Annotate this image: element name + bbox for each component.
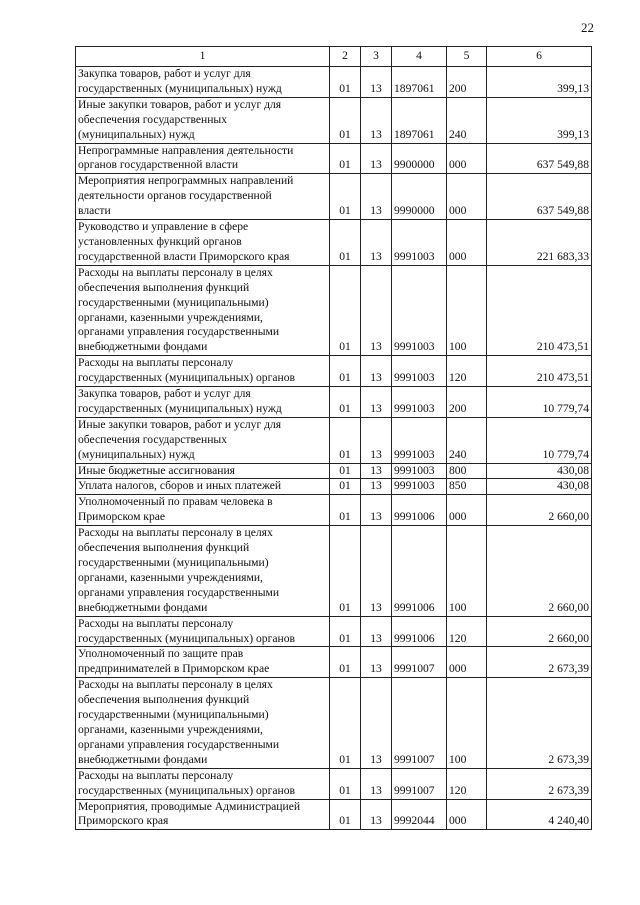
subsection-code: 13 bbox=[361, 526, 392, 616]
expense-type-code: 000 bbox=[447, 220, 487, 266]
row-name: Уплата налогов, сборов и иных платежей bbox=[76, 479, 330, 495]
section-code: 01 bbox=[330, 174, 361, 220]
expense-type-code: 200 bbox=[447, 387, 487, 418]
section-code: 01 bbox=[330, 387, 361, 418]
row-name: Расходы на выплаты персоналу в целях обеспечения выполнения функций государственными (муниципальными) органами, казенными учреждениями, органами управления государственными внебюджетными фондами bbox=[76, 526, 330, 616]
table-row bbox=[76, 143, 592, 174]
subsection-code: 13 bbox=[361, 799, 392, 830]
table-row bbox=[76, 479, 592, 495]
section-code: 01 bbox=[330, 678, 361, 768]
expense-type-code: 240 bbox=[447, 97, 487, 143]
sum-value: 430,08 bbox=[487, 463, 592, 479]
subsection-code: 13 bbox=[361, 387, 392, 418]
row-name: Иные закупки товаров, работ и услуг для обеспечения государственных (муниципальных) нужд bbox=[76, 417, 330, 463]
subsection-code: 13 bbox=[361, 97, 392, 143]
col-header-2: 2 bbox=[330, 47, 361, 67]
subsection-code: 13 bbox=[361, 143, 392, 174]
expense-type-code: 120 bbox=[447, 356, 487, 387]
sum-value: 399,13 bbox=[487, 97, 592, 143]
sum-value: 10 779,74 bbox=[487, 387, 592, 418]
section-code: 01 bbox=[330, 479, 361, 495]
article-code: 9991006 bbox=[392, 616, 447, 647]
subsection-code: 13 bbox=[361, 174, 392, 220]
sum-value: 637 549,88 bbox=[487, 174, 592, 220]
row-name: Иные бюджетные ассигнования bbox=[76, 463, 330, 479]
expense-type-code: 100 bbox=[447, 526, 487, 616]
section-code: 01 bbox=[330, 647, 361, 678]
subsection-code: 13 bbox=[361, 616, 392, 647]
article-code: 9991007 bbox=[392, 678, 447, 768]
row-name: Закупка товаров, работ и услуг для государственных (муниципальных) нужд bbox=[76, 387, 330, 418]
row-name: Расходы на выплаты персоналу в целях обеспечения выполнения функций государственными (муниципальными) органами, казенными учреждениями, органами управления государственными внебюджетными фондами bbox=[76, 678, 330, 768]
table-row bbox=[76, 799, 592, 830]
article-code: 1897061 bbox=[392, 97, 447, 143]
row-name: Расходы на выплаты персоналу в целях обеспечения выполнения функций государственными (муниципальными) органами, казенными учреждениями, органами управления государственными внебюджетными фондами bbox=[76, 265, 330, 355]
article-code: 9990000 bbox=[392, 174, 447, 220]
sum-value: 399,13 bbox=[487, 67, 592, 98]
section-code: 01 bbox=[330, 768, 361, 799]
article-code: 9991003 bbox=[392, 463, 447, 479]
sum-value: 2 673,39 bbox=[487, 647, 592, 678]
subsection-code: 13 bbox=[361, 417, 392, 463]
col-header-3: 3 bbox=[361, 47, 392, 67]
sum-value: 10 779,74 bbox=[487, 417, 592, 463]
sum-value: 2 660,00 bbox=[487, 616, 592, 647]
subsection-code: 13 bbox=[361, 495, 392, 526]
row-name: Непрограммные направления деятельности органов государственной власти bbox=[76, 143, 330, 174]
expense-type-code: 800 bbox=[447, 463, 487, 479]
table-row bbox=[76, 463, 592, 479]
article-code: 9991003 bbox=[392, 265, 447, 355]
section-code: 01 bbox=[330, 616, 361, 647]
table-row bbox=[76, 356, 592, 387]
page-number: 22 bbox=[581, 20, 594, 35]
row-name: Расходы на выплаты персоналу государственных (муниципальных) органов bbox=[76, 356, 330, 387]
row-name: Мероприятия непрограммных направлений деятельности органов государственной власти bbox=[76, 174, 330, 220]
article-code: 9991003 bbox=[392, 387, 447, 418]
col-header-4: 4 bbox=[392, 47, 447, 67]
expense-type-code: 000 bbox=[447, 799, 487, 830]
sum-value: 221 683,33 bbox=[487, 220, 592, 266]
sum-value: 2 673,39 bbox=[487, 678, 592, 768]
sum-value: 210 473,51 bbox=[487, 265, 592, 355]
section-code: 01 bbox=[330, 97, 361, 143]
expense-type-code: 000 bbox=[447, 647, 487, 678]
row-name: Иные закупки товаров, работ и услуг для обеспечения государственных (муниципальных) нужд bbox=[76, 97, 330, 143]
table-row bbox=[76, 67, 592, 98]
expense-type-code: 120 bbox=[447, 616, 487, 647]
sum-value: 2 673,39 bbox=[487, 768, 592, 799]
subsection-code: 13 bbox=[361, 463, 392, 479]
expense-type-code: 200 bbox=[447, 67, 487, 98]
table-row bbox=[76, 526, 592, 616]
subsection-code: 13 bbox=[361, 479, 392, 495]
expense-type-code: 120 bbox=[447, 768, 487, 799]
subsection-code: 13 bbox=[361, 768, 392, 799]
section-code: 01 bbox=[330, 265, 361, 355]
subsection-code: 13 bbox=[361, 265, 392, 355]
expense-type-code: 240 bbox=[447, 417, 487, 463]
table-row bbox=[76, 174, 592, 220]
col-header-6: 6 bbox=[487, 47, 592, 67]
table-row bbox=[76, 97, 592, 143]
row-name: Закупка товаров, работ и услуг для государственных (муниципальных) нужд bbox=[76, 67, 330, 98]
sum-value: 4 240,40 bbox=[487, 799, 592, 830]
table-row bbox=[76, 616, 592, 647]
table-row bbox=[76, 265, 592, 355]
expense-type-code: 000 bbox=[447, 143, 487, 174]
row-name: Мероприятия, проводимые Администрацией Приморского края bbox=[76, 799, 330, 830]
table-row bbox=[76, 647, 592, 678]
section-code: 01 bbox=[330, 463, 361, 479]
section-code: 01 bbox=[330, 495, 361, 526]
table-row bbox=[76, 387, 592, 418]
table-row bbox=[76, 678, 592, 768]
section-code: 01 bbox=[330, 526, 361, 616]
subsection-code: 13 bbox=[361, 647, 392, 678]
article-code: 9991007 bbox=[392, 647, 447, 678]
article-code: 1897061 bbox=[392, 67, 447, 98]
subsection-code: 13 bbox=[361, 356, 392, 387]
table-row bbox=[76, 768, 592, 799]
article-code: 9991003 bbox=[392, 220, 447, 266]
table-row bbox=[76, 417, 592, 463]
section-code: 01 bbox=[330, 356, 361, 387]
sum-value: 2 660,00 bbox=[487, 526, 592, 616]
col-header-1: 1 bbox=[76, 47, 330, 67]
expense-type-code: 100 bbox=[447, 265, 487, 355]
article-code: 9900000 bbox=[392, 143, 447, 174]
expense-type-code: 000 bbox=[447, 495, 487, 526]
row-name: Уполномоченный по правам человека в Приморском крае bbox=[76, 495, 330, 526]
sum-value: 637 549,88 bbox=[487, 143, 592, 174]
section-code: 01 bbox=[330, 220, 361, 266]
subsection-code: 13 bbox=[361, 220, 392, 266]
section-code: 01 bbox=[330, 67, 361, 98]
article-code: 9991003 bbox=[392, 356, 447, 387]
table-row bbox=[76, 220, 592, 266]
article-code: 9991006 bbox=[392, 495, 447, 526]
row-name: Уполномоченный по защите прав предпринимателей в Приморском крае bbox=[76, 647, 330, 678]
article-code: 9992044 bbox=[392, 799, 447, 830]
article-code: 9991003 bbox=[392, 417, 447, 463]
table-row bbox=[76, 495, 592, 526]
article-code: 9991006 bbox=[392, 526, 447, 616]
header-row bbox=[76, 47, 592, 67]
section-code: 01 bbox=[330, 143, 361, 174]
sum-value: 210 473,51 bbox=[487, 356, 592, 387]
col-header-5: 5 bbox=[447, 47, 487, 67]
expense-type-code: 000 bbox=[447, 174, 487, 220]
subsection-code: 13 bbox=[361, 67, 392, 98]
section-code: 01 bbox=[330, 799, 361, 830]
budget-table bbox=[75, 46, 592, 830]
sum-value: 430,08 bbox=[487, 479, 592, 495]
article-code: 9991007 bbox=[392, 768, 447, 799]
row-name: Расходы на выплаты персоналу государственных (муниципальных) органов bbox=[76, 616, 330, 647]
row-name: Расходы на выплаты персоналу государственных (муниципальных) органов bbox=[76, 768, 330, 799]
section-code: 01 bbox=[330, 417, 361, 463]
sum-value: 2 660,00 bbox=[487, 495, 592, 526]
subsection-code: 13 bbox=[361, 678, 392, 768]
article-code: 9991003 bbox=[392, 479, 447, 495]
row-name: Руководство и управление в сфере установленных функций органов государственной власти Приморского края bbox=[76, 220, 330, 266]
expense-type-code: 100 bbox=[447, 678, 487, 768]
expense-type-code: 850 bbox=[447, 479, 487, 495]
